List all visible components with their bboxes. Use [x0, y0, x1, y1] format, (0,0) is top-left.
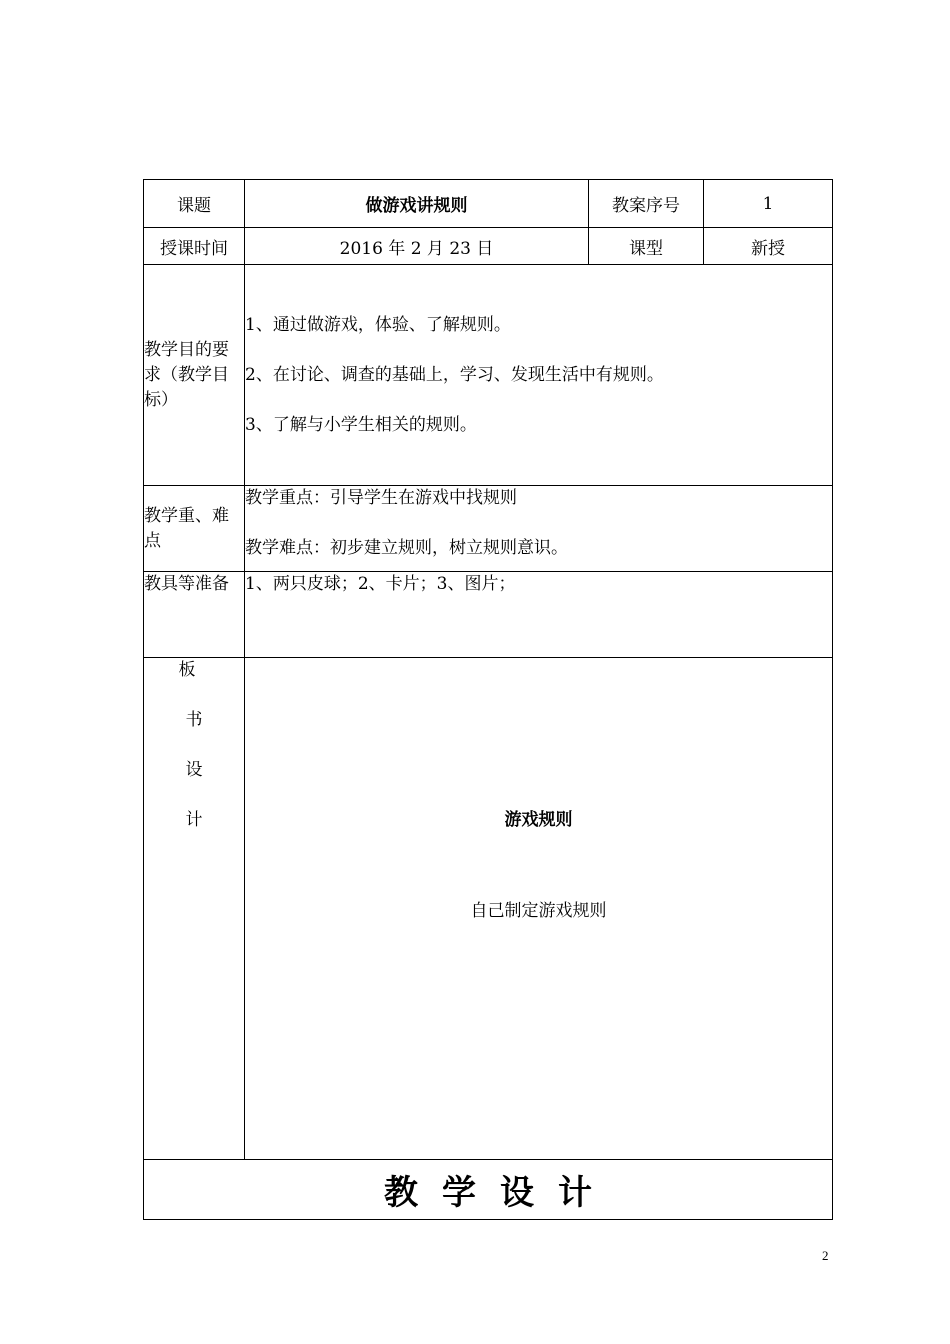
- lesson-type-value: 新授: [704, 228, 833, 265]
- lesson-plan-table: [143, 179, 833, 1220]
- key-points-content: [245, 486, 833, 572]
- plan-number-value: 1: [704, 180, 833, 228]
- board-row: [144, 658, 833, 1160]
- key-point-important: 教学重点：引导学生在游戏中找规则: [245, 488, 517, 508]
- board-label-char: 设: [185, 760, 203, 780]
- key-points-label: 教学重、难点: [144, 486, 245, 572]
- page-number: 2: [822, 1248, 829, 1263]
- design-heading-row: [144, 1160, 833, 1220]
- goal-item: 3、了解与小学生相关的规则。: [245, 415, 477, 435]
- goals-row: [144, 265, 833, 486]
- key-point-difficult: 教学难点：初步建立规则，树立规则意识。: [245, 538, 568, 558]
- topic-value: 做游戏讲规则: [245, 180, 589, 228]
- board-label: [144, 658, 245, 1160]
- topic-row: [144, 180, 833, 228]
- goals-label: 教学目的要求（教学目标）: [144, 265, 245, 486]
- goal-item: 1、通过做游戏，体验、了解规则。: [245, 315, 511, 335]
- board-content: [245, 658, 833, 1160]
- board-text: 自己制定游戏规则: [470, 901, 607, 921]
- time-value: 2016 年 2 月 23 日: [245, 228, 589, 265]
- equipment-content: 1、两只皮球；2、卡片；3、图片；: [245, 572, 833, 658]
- lesson-type-label: 课型: [589, 228, 704, 265]
- board-label-char: 书: [185, 710, 203, 730]
- equipment-row: [144, 572, 833, 658]
- plan-number-label: 教案序号: [589, 180, 704, 228]
- board-label-char: 板: [178, 660, 196, 680]
- equipment-label: 教具等准备: [144, 572, 245, 658]
- goals-content: [245, 265, 833, 486]
- design-heading: 教学设计: [144, 1160, 833, 1220]
- key-points-row: [144, 486, 833, 572]
- goal-item: 2、在讨论、调查的基础上，学习、发现生活中有规则。: [245, 365, 664, 385]
- board-label-char: 计: [185, 810, 203, 830]
- time-label: 授课时间: [144, 228, 245, 265]
- board-title: 游戏规则: [504, 810, 573, 830]
- time-row: [144, 228, 833, 265]
- topic-label: 课题: [144, 180, 245, 228]
